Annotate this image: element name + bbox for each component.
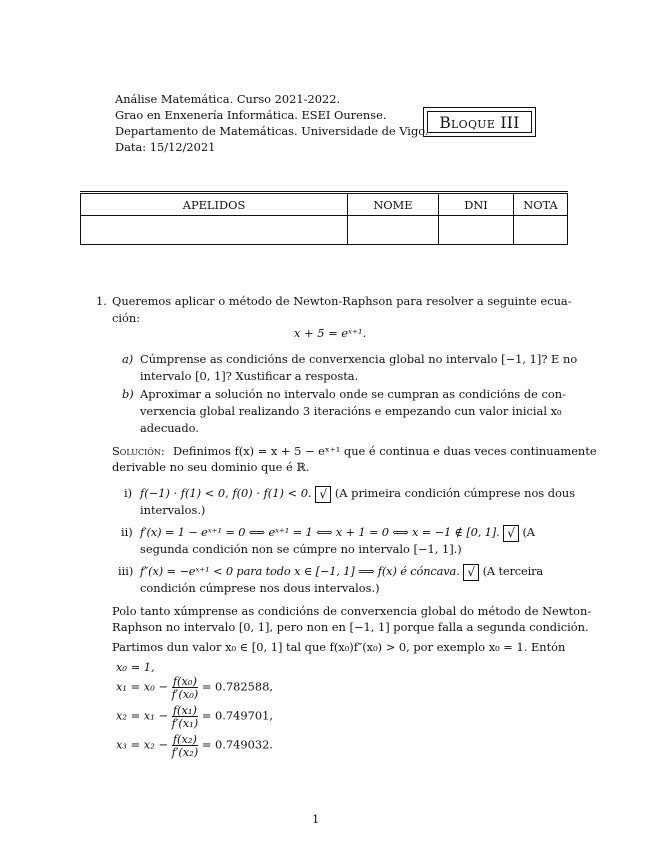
problem-number: 1. — [96, 294, 107, 308]
part-a-line-1: Cúmprense as condicións de converxencia global no intervalo [−1, 1]? E no — [140, 352, 578, 366]
item-ii-math — [140, 524, 535, 542]
check-icon: √ — [463, 564, 479, 581]
part-a-label: a) — [122, 352, 134, 366]
col-dni: DNI — [439, 193, 514, 216]
iterate-x2 — [116, 704, 273, 729]
iterate-x3 — [116, 733, 273, 758]
part-b-line-2: verxencia global realizando 3 iteracións e empezando cun valor inicial x₀ — [140, 404, 562, 418]
header-department: Departamento de Matemáticas. Universidade de Vigo. — [115, 124, 429, 138]
x2-numerator: f(x₁) — [172, 703, 197, 717]
item-i-formula: f(−1) · f(1) < 0, f(0) · f(1) < 0. — [140, 486, 312, 500]
item-iii-label: iii) — [118, 564, 134, 578]
x2-value: = 0.749701, — [201, 708, 274, 723]
item-iii-comment: (A terceira — [482, 564, 544, 578]
item-i-label: i) — [124, 486, 133, 500]
header-date: Data: 15/12/2021 — [115, 140, 216, 154]
x3-prefix: x₃ = x₂ − — [116, 737, 168, 752]
iterate-x1 — [116, 675, 273, 700]
nota-field[interactable] — [514, 216, 568, 245]
part-b-line-1: Aproximar a solución no intervalo onde se cumpran as condicións de con- — [140, 387, 566, 401]
solution-p2-a: Polo tanto xúmprense as condicións de converxencia global do método de Newton- — [112, 604, 592, 618]
x3-denominator: f′(x₂) — [171, 745, 199, 759]
solution-p3: Partimos dun valor x₀ ∈ [0, 1] tal que f(x₀)f″(x₀) > 0, por exemplo x₀ = 1. Entón — [112, 640, 566, 654]
x1-numerator: f(x₀) — [172, 674, 197, 688]
x1-fraction — [172, 675, 199, 700]
iterate-x0: x₀ = 1, — [116, 660, 155, 674]
x2-fraction — [172, 704, 199, 729]
item-i-math — [140, 485, 575, 503]
x1-value: = 0.782588, — [201, 679, 274, 694]
item-ii-comment: (A — [522, 525, 535, 539]
part-a-line-2: intervalo [0, 1]? Xustificar a resposta. — [140, 369, 359, 383]
block-title: Bloque III — [427, 111, 532, 133]
col-nota: NOTA — [514, 193, 568, 216]
x3-fraction — [172, 733, 199, 758]
student-info-table — [80, 191, 568, 245]
item-iii-math — [140, 563, 543, 581]
x1-prefix: x₁ = x₀ − — [116, 679, 168, 694]
problem-intro-1: Queremos aplicar o método de Newton-Raphson para resolver a seguinte ecua- — [112, 294, 572, 308]
part-b-label: b) — [122, 387, 134, 401]
solution-p1-a: Definimos f(x) = x + 5 − eˣ⁺¹ que é continua e duas veces continuamente — [173, 444, 597, 458]
item-ii-formula: f′(x) = 1 − eˣ⁺¹ = 0 ⟺ eˣ⁺¹ = 1 ⟺ x + 1 = 0 ⟺ x = −1 ∉ [0, 1]. — [140, 525, 500, 539]
x2-prefix: x₂ = x₁ − — [116, 708, 168, 723]
problem-equation: x + 5 = eˣ⁺¹. — [294, 326, 367, 340]
part-b-line-3: adecuado. — [140, 421, 199, 435]
col-nome: NOME — [348, 193, 439, 216]
apelidos-field[interactable] — [81, 216, 348, 245]
header-degree: Grao en Enxenería Informática. ESEI Ourense. — [115, 108, 387, 122]
solution-label: Solución: — [112, 444, 165, 458]
item-iii-line-2: condición cúmprese nos dous intervalos.) — [140, 581, 380, 595]
col-apelidos: APELIDOS — [81, 193, 348, 216]
x3-value: = 0.749032. — [201, 737, 274, 752]
page-number: 1 — [312, 812, 320, 826]
item-i-comment: (A primeira condición cúmprese nos dous — [334, 486, 576, 500]
block-title-box — [423, 107, 536, 137]
item-iii-formula: f″(x) = −eˣ⁺¹ < 0 para todo x ∈ [−1, 1] ⟹ f(x) é cóncava. — [140, 564, 460, 578]
nome-field[interactable] — [348, 216, 439, 245]
item-ii-line-2: segunda condición non se cúmpre no intervalo [−1, 1].) — [140, 542, 462, 556]
check-icon: √ — [315, 486, 331, 503]
header-course: Análise Matemática. Curso 2021-2022. — [115, 92, 341, 106]
x1-denominator: f′(x₀) — [171, 687, 199, 701]
check-icon: √ — [503, 525, 519, 542]
item-i-line-2: intervalos.) — [140, 503, 206, 517]
x2-denominator: f′(x₁) — [171, 716, 199, 730]
solution-p2-b: Raphson no intervalo [0, 1], pero non en [−1, 1] porque falla a segunda condición. — [112, 620, 589, 634]
dni-field[interactable] — [439, 216, 514, 245]
item-ii-label: ii) — [121, 525, 133, 539]
x3-numerator: f(x₂) — [172, 732, 197, 746]
solution-p1-b: derivable no seu dominio que é ℝ. — [112, 460, 310, 474]
problem-intro-2: ción: — [112, 311, 141, 325]
